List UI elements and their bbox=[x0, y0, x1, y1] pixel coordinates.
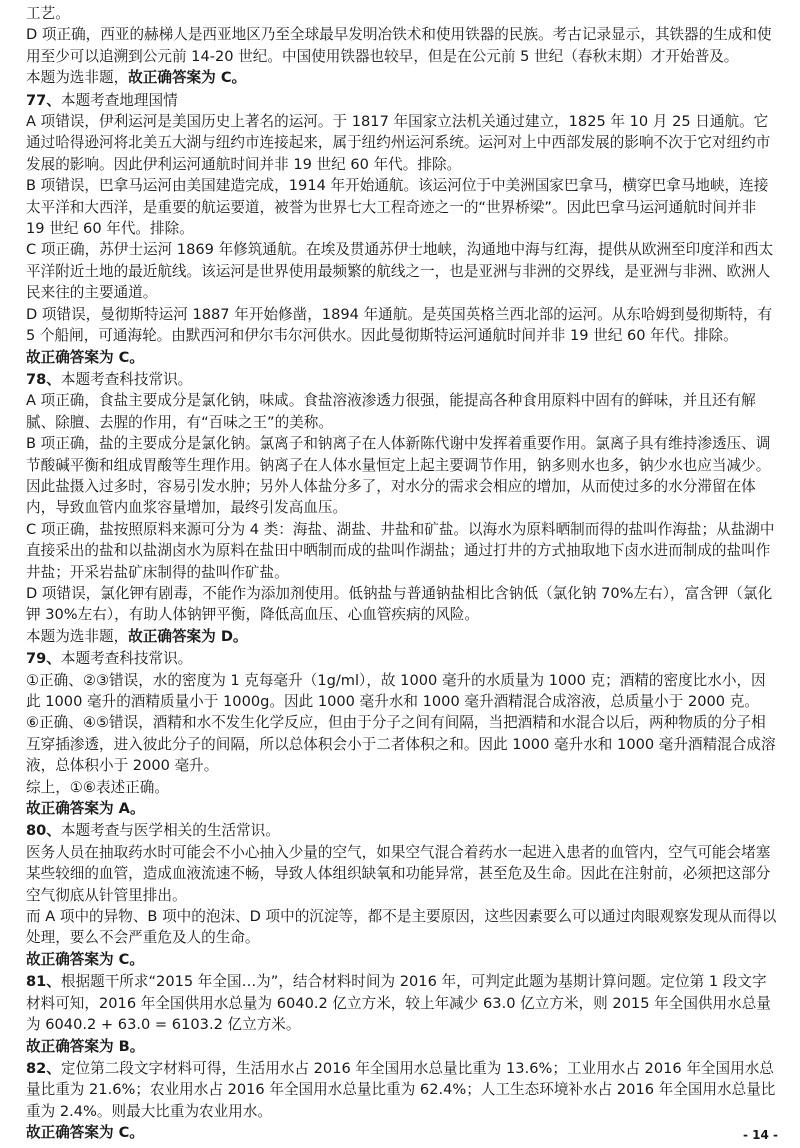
question-number: 81、 bbox=[26, 973, 61, 991]
paragraph-continuation: 工艺。 bbox=[26, 5, 70, 22]
answer-text: 故正确答案为 C。 bbox=[128, 69, 247, 87]
paragraph-option-c: C 项正确，盐按照原料来源可分为 4 类：海盐、湖盐、井盐和矿盐。以海水为原料晒制而得的盐叫作海盐；从盐湖中直接采出的盐和以盐湖卤水为原料在盐田中晒制而成的盐叫作湖盐；通过打井的方式抽取地下卤水进而制成的盐叫作井盐；开采岩盐矿床制得的盐叫作矿盐。 bbox=[26, 520, 775, 581]
paragraph-option-a: A 项正确，食盐主要成分是氯化钠，味咸。食盐溶液渗透力很强，能提高各种食用原料中固有的鲜味，并且还有解腻、除膻、去腥的作用，有“百味之王”的美称。 bbox=[26, 392, 756, 431]
answer-line bbox=[26, 67, 778, 88]
question-topic: 本题考查地理国情 bbox=[60, 91, 178, 109]
answer-line: 故正确答案为 A。 bbox=[26, 800, 145, 818]
answer-line: 故正确答案为 B。 bbox=[26, 1037, 145, 1055]
question-topic: 本题考查科技常识。 bbox=[60, 370, 193, 388]
paragraph-summary: 综上，①⑥表述正确。 bbox=[26, 778, 169, 796]
paragraph-analysis-2: 而 A 项中的异物、B 项中的泡沫、D 项中的沉淀等，都不是主要原因，这些因素要么可以通过肉眼观察发现从而得以处理，要么不会严重危及人的生命。 bbox=[26, 908, 777, 947]
question-number: 80、 bbox=[26, 822, 61, 840]
question-heading-81 bbox=[26, 971, 778, 1035]
question-heading-79 bbox=[26, 648, 778, 669]
question-analysis: 根据题干所求“2015 年全国…为”，结合材料时间为 2016 年，可判定此题为基期计算问题。定位第 1 段文字材料可知，2016 年全国供用水总量为 6040.2 亿立方米，较上年减少 63.0 亿立方米，则 2015 年全国供用水总量为 6040.2 + 63.0 = 6103.2 亿立方米。 bbox=[26, 973, 771, 1034]
page-number: - 14 - bbox=[742, 1128, 778, 1142]
paragraph-option-d: D 项正确，西亚的赫梯人是西亚地区乃至全球最早发明冶铁术和使用铁器的民族。考古记录显示，其铁器的生成和使用至少可以追溯到公元前 14-20 世纪。中国使用铁器也较早，但是在公元前 5 世纪（春秋末期）才开始普及。 bbox=[26, 26, 772, 65]
answer-prefix: 本题为选非题， bbox=[26, 627, 129, 645]
question-heading-82 bbox=[26, 1058, 778, 1122]
question-analysis: 定位第二段文字材料可得，生活用水占 2016 年全国用水总量比重为 13.6%；工业用水占 2016 年全国用水总量比重为 21.6%；农业用水占 2016 年全国用水总量比重为 62.4%；人工生态环境补水占 2016 年全国用水总量比重为 2.4%。则最大比重为农业用水。 bbox=[26, 1059, 776, 1120]
document-page bbox=[26, 3, 778, 1144]
question-heading-80 bbox=[26, 820, 778, 841]
question-topic: 本题考查与医学相关的生活常识。 bbox=[60, 822, 280, 840]
answer-line: 故正确答案为 C。 bbox=[26, 348, 144, 366]
paragraph-option-c: C 项正确，苏伊士运河 1869 年修筑通航。在埃及贯通苏伊士地峡，沟通地中海与红海，提供从欧洲至印度洋和西太平洋附近土地的最近航线。该运河是世界使用最频繁的航线之一，也是亚洲与非洲的交界线，是亚洲与非洲、欧洲人民来往的主要通道。 bbox=[26, 241, 774, 302]
answer-text: 故正确答案为 D。 bbox=[128, 627, 248, 645]
question-heading-78 bbox=[26, 369, 778, 390]
paragraph-option-d: D 项错误，氯化钾有剧毒，不能作为添加剂使用。低钠盐与普通钠盐相比含钠低（氯化钠 70%左右），富含钾（氯化钾 30%左右），有助人体钠钾平衡，降低高血压、心血管疾病的风险。 bbox=[26, 584, 773, 624]
paragraph-option-d: D 项错误，曼彻斯特运河 1887 年开始修凿，1894 年通航。是英国英格兰西北部的运河。从东哈姆到曼彻斯特，有 5 个船闸，可通海轮。由默西河和伊尔韦尔河供水。因此曼彻斯特运河通航时间并非 19 世纪 60 年代。排除。 bbox=[26, 305, 773, 345]
paragraph-analysis-1: 医务人员在抽取药水时可能会不小心抽入少量的空气，如果空气混合着药水一起进入患者的血管内，空气可能会堵塞某些较细的血管，造成血液流速不畅，导致人体组织缺氧和功能异常，甚至危及生命。因此在注射前，必须把这部分空气彻底从针管里排出。 bbox=[26, 843, 771, 904]
question-number: 79、 bbox=[26, 650, 61, 668]
paragraph-option-b: B 项错误，巴拿马运河由美国建造完成，1914 年开始通航。该运河位于中美洲国家巴拿马，横穿巴拿马地峡，连接太平洋和大西洋，是重要的航运要道，被誉为世界七大工程奇迹之一的“世界桥梁”。因此巴拿马运河通航时间并非 19 世纪 60 年代。排除。 bbox=[26, 177, 769, 238]
answer-prefix: 本题为选非题， bbox=[26, 69, 129, 87]
question-number: 77、 bbox=[26, 91, 61, 109]
question-heading-77 bbox=[26, 90, 778, 111]
answer-line: 故正确答案为 C。 bbox=[26, 950, 144, 968]
paragraph-option-a: A 项错误，伊利运河是美国历史上著名的运河。于 1817 年国家立法机关通过建立，1825 年 10 月 25 日通航。它通过哈得逊河将北美五大湖与纽约市连接起来，属于纽约州运河系统。运河对上中西部发展的影响不次于它对纽约市发展的影响。因此伊利运河通航时间并非 19 世纪 60 年代。排除。 bbox=[26, 113, 771, 173]
answer-line bbox=[26, 626, 778, 647]
paragraph-analysis-2: ⑥正确、④⑤错误，酒精和水不发生化学反应，但由于分子之间有间隔，当把酒精和水混合以后，两种物质的分子相互穿插渗透，进入彼此分子的间隔，所以总体积会小于二者体积之和。因此 1000 毫升水和 1000 毫升酒精混合成溶液，总体积小于 2000 毫升。 bbox=[26, 714, 776, 775]
answer-line: 故正确答案为 C。 bbox=[26, 1124, 144, 1142]
question-number: 78、 bbox=[26, 370, 61, 388]
paragraph-analysis-1: ①正确、②③错误，水的密度为 1 克每毫升（1g/ml），故 1000 毫升的水质量为 1000 克；酒精的密度比水小，因此 1000 毫升的酒精质量小于 1000g。因此 1000 毫升水和 1000 毫升酒精混合成溶液，总质量小于 2000 克。 bbox=[26, 671, 766, 710]
paragraph-option-b: B 项正确，盐的主要成分是氯化钠。氯离子和钠离子在人体新陈代谢中发挥着重要作用。氯离子具有维持渗透压、调节酸碱平衡和组成胃酸等生理作用。钠离子在人体水量恒定上起主要调节作用，钠多则水也多，钠少水也应当减少。因此盐摄入过多时，容易引发水肿；另外人体盐分多了，对水分的需求会相应的增加，从而使过多的水分滞留在体内，导致血管内血浆容量增加，最终引发高血压。 bbox=[26, 435, 771, 517]
question-topic: 本题考查科技常识。 bbox=[60, 650, 193, 668]
question-number: 82、 bbox=[26, 1059, 61, 1077]
